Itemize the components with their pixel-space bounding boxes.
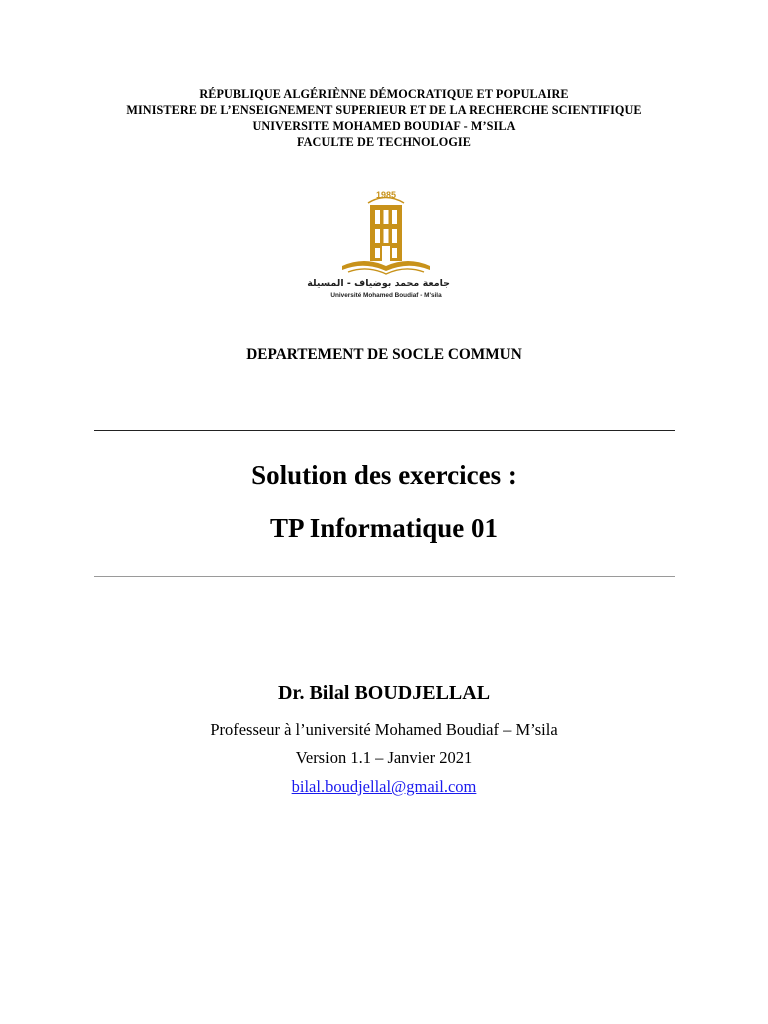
university-logo (307, 186, 450, 304)
logo-arabic-name: جامعة محمد بوضياف - المسيلة (307, 278, 450, 289)
document-title-line2: TP Informatique 01 (269, 513, 498, 543)
institution-header (0, 86, 768, 150)
document-title-line1: Solution des exercices : (251, 460, 517, 490)
department-name: DEPARTEMENT DE SOCLE COMMUN (246, 346, 522, 363)
author-name: Dr. Bilal BOUDJELLAL (277, 682, 491, 704)
author-email (0, 777, 768, 797)
header-ministry: MINISTERE DE L’ENSEIGNEMENT SUPERIEUR ET DE LA RECHERCHE SCIENTIFIQUE (126, 103, 642, 117)
header-republic: RÉPUBLIQUE ALGÉRIÈNNE DÉMOCRATIQUE ET POPULAIRE (199, 87, 569, 101)
header-university: UNIVERSITE MOHAMED BOUDIAF - M’SILA (252, 119, 516, 133)
logo-latin-name: Université Mohamed Boudiaf - M'sila (330, 292, 442, 299)
university-logo-emblem (322, 186, 450, 278)
title-top-divider (94, 430, 675, 431)
author-affiliation: Professeur à l’université Mohamed Boudiaf – M’sila (210, 720, 558, 739)
header-faculty: FACULTE DE TECHNOLOGIE (297, 135, 471, 149)
title-bottom-divider (94, 576, 675, 577)
logo-year: 1985 (375, 190, 397, 200)
author-email-link[interactable]: bilal.boudjellal@gmail.com (291, 777, 477, 796)
document-version: Version 1.1 – Janvier 2021 (295, 748, 473, 767)
